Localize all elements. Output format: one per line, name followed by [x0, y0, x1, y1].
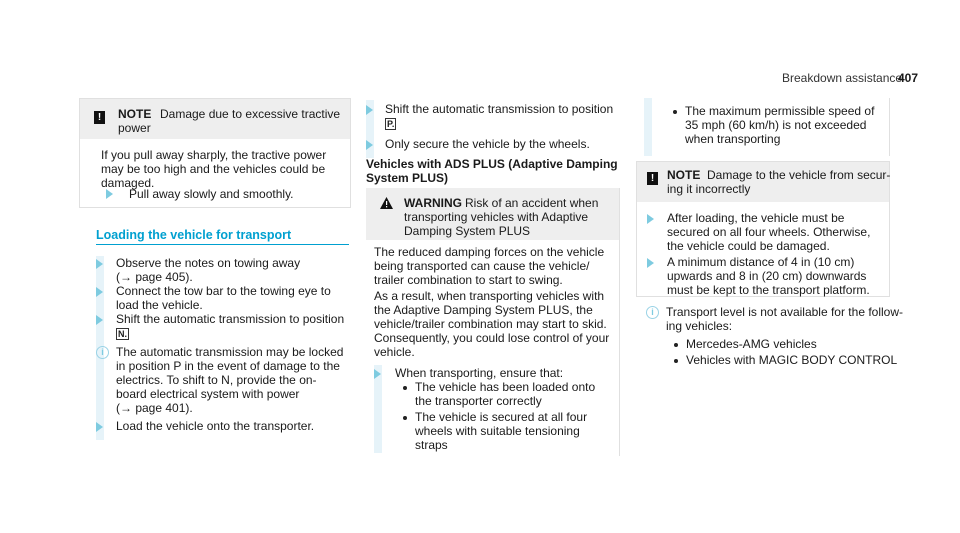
note-step: Pull away slowly and smoothly. [129, 187, 294, 201]
ads-heading-line1: Vehicles with ADS PLUS (Adaptive Damping [366, 157, 618, 171]
transport-bullet2: Vehicles with MAGIC BODY CONTROL [674, 353, 897, 368]
note-body-line1: If you pull away sharply, the tractive power [101, 148, 327, 162]
info-line3: electrics. To shift to N, provide the on- [116, 373, 317, 387]
warning-body1-line3: trailer combination to start to swing. [374, 273, 563, 287]
warning-step: When transporting, ensure that: [395, 366, 564, 380]
ads-heading-line2: System PLUS) [366, 171, 449, 185]
speed-bullet-line2: 35 mph (60 km/h) is not exceeded [685, 118, 867, 132]
speed-bullet-line1: The maximum permissible speed of [673, 104, 874, 119]
note-title-line1: Damage to the vehicle from secur- [707, 168, 891, 182]
warning-title-line1: Risk of an accident when [465, 196, 599, 210]
page-number: 407 [898, 71, 919, 85]
securing-step2-line3: must be kept to the transport platform. [667, 283, 870, 297]
warning-title-line2: transporting vehicles with Adaptive [404, 210, 589, 224]
transport-bullet1: Mercedes-AMG vehicles [674, 337, 817, 352]
note-icon: ! [94, 111, 105, 124]
step-shift-line1: Shift the automatic transmission to position [116, 312, 345, 326]
note-title-line2: power [118, 121, 151, 135]
note-label: NOTE [667, 168, 701, 182]
section-heading-loading: Loading the vehicle for transport [96, 228, 292, 242]
bullet-icon [403, 386, 407, 390]
note-box-securing [636, 161, 890, 297]
step-connect-line1: Connect the tow bar to the towing eye to [116, 284, 331, 298]
step-arrow-icon [96, 287, 103, 297]
note-icon: ! [647, 172, 658, 185]
warning-bullet2-line2: wheels with suitable tensioning [415, 424, 580, 438]
warning-body2-line5: vehicle. [374, 345, 415, 359]
step-load: Load the vehicle onto the transporter. [116, 419, 315, 433]
warning-body1-line1: The reduced damping forces on the vehicle [374, 245, 605, 259]
note-title-line2: ing it incorrectly [667, 182, 751, 196]
speed-stripe [644, 98, 652, 156]
section-title: Breakdown assistance [782, 71, 903, 85]
step-arrow-icon [96, 422, 103, 432]
gear-p-icon: P. [387, 119, 395, 129]
warning-bullet1-line2: the transporter correctly [415, 394, 542, 408]
info-line1: The automatic transmission may be locked [116, 345, 344, 359]
transport-info-line1: Transport level is not available for the follow- [666, 305, 903, 319]
step-arrow-icon [96, 259, 103, 269]
transport-info-line2: ing vehicles: [666, 319, 733, 333]
securing-step1-line1: After loading, the vehicle must be [667, 211, 845, 225]
info-icon: i [646, 306, 659, 319]
note-label: NOTE [118, 107, 152, 121]
gear-n-icon: N. [118, 329, 127, 339]
step-arrow-icon [366, 140, 373, 150]
warning-body2-line2: the Adaptive Damping System PLUS, the [374, 303, 593, 317]
warning-body2-line3: vehicle/trailer combination may start to skid. [374, 317, 607, 331]
note-title-line1: Damage due to excessive tractive [160, 107, 341, 121]
note-box-tractive-power [79, 98, 351, 208]
speed-box [636, 98, 890, 156]
bullet-icon [674, 343, 678, 347]
step-arrow-icon [96, 315, 103, 325]
bullet-icon [673, 110, 677, 114]
step-secure-wheels: Only secure the vehicle by the wheels. [385, 137, 590, 151]
securing-step1-line2: secured on all four wheels. Otherwise, [667, 225, 871, 239]
step-arrow-icon [106, 189, 113, 199]
bullet-icon [403, 416, 407, 420]
warning-box [366, 188, 620, 456]
step-arrow-icon [366, 105, 373, 115]
info-icon: i [96, 346, 109, 359]
step-shift-p-line1: Shift the automatic transmission to position [385, 102, 614, 116]
warning-bullet2-line3: straps [415, 438, 448, 452]
warning-bullet2-line1: The vehicle is secured at all four [403, 410, 587, 425]
securing-step2-line1: A minimum distance of 4 in (10 cm) [667, 255, 855, 269]
step-shift-line2 [116, 326, 129, 341]
note-body-line3: damaged. [101, 176, 155, 190]
warning-body1-line2: being transported can cause the vehicle/ [374, 259, 590, 273]
step-arrow-icon [647, 214, 654, 224]
info-line4: board electrical system with power [116, 387, 300, 401]
warning-label: WARNING [404, 196, 462, 210]
step-observe-line1: Observe the notes on towing away [116, 256, 301, 270]
warning-triangle-icon [380, 197, 393, 209]
info-line2: in position P in the event of damage to the [116, 359, 340, 373]
warning-body2-line4: Consequently, you could lose control of your [374, 331, 610, 345]
speed-bullet-line3: when transporting [685, 132, 781, 146]
step-observe-line2: (→ page 405). [116, 270, 193, 284]
warning-bullet1-line1: The vehicle has been loaded onto [403, 380, 595, 395]
warning-title-line3: Damping System PLUS [404, 224, 531, 238]
note-body-line2: may be too high and the vehicles could be [101, 162, 326, 176]
info-line5: (→ page 401). [116, 401, 193, 415]
securing-step1-line3: the vehicle could be damaged. [667, 239, 830, 253]
bullet-icon [674, 359, 678, 363]
heading-rule [96, 244, 349, 245]
step-shift-p-line2 [385, 116, 396, 131]
step-arrow-icon [647, 258, 654, 268]
step-connect-line2: load the vehicle. [116, 298, 203, 312]
securing-step2-line2: upwards and 8 in (20 cm) downwards [667, 269, 867, 283]
warning-body2-line1: As a result, when transporting vehicles with [374, 289, 605, 303]
step-arrow-icon [374, 369, 381, 379]
